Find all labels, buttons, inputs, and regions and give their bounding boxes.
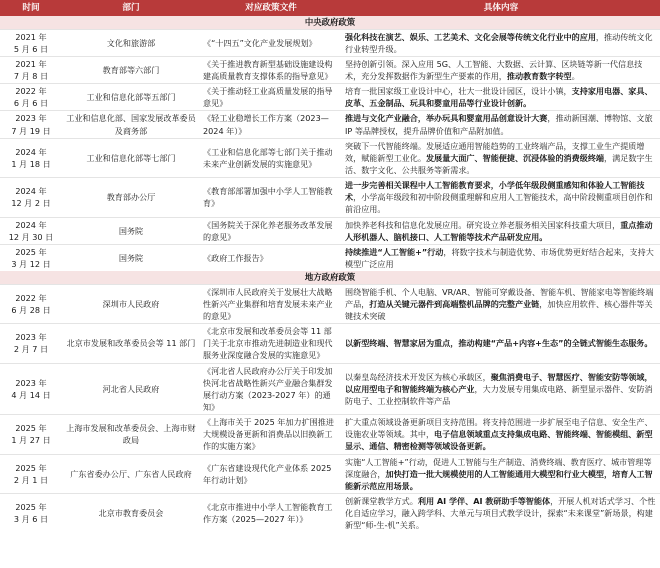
cell-dept: 教育部等六部门 — [62, 56, 200, 83]
table-row — [0, 56, 660, 83]
content-highlight: 打造从关键元器件到高端整机品牌的完整产业链 — [369, 298, 540, 309]
cell-dept: 河北省人民政府 — [62, 363, 200, 415]
cell-dept: 国务院 — [62, 244, 200, 271]
content-highlight: 以新型终端、智慧家居为重点，推动构建“产品+内容+生态”的全链式智能生态服务。 — [345, 338, 653, 349]
table-row — [0, 284, 660, 323]
cell-content: 推进与文化产业融合，举办玩具和婴童用品创意设计大赛，推动新国潮、博物馆、文旅 IP 等品牌授权，提升品牌价值和产品附加值。 — [342, 111, 660, 138]
table-row — [0, 494, 660, 533]
content-highlight: 持续推进“人工智能+”行动 — [345, 246, 444, 257]
cell-policy: 《上海市关于 2025 年加力扩围推进大规模设备更新和消费品以旧换新工作的实施方案》 — [200, 415, 342, 454]
table-row — [0, 217, 660, 244]
cell-dept: 工业和信息化部等七部门 — [62, 138, 200, 177]
header-policy: 对应政策文件 — [200, 0, 342, 16]
cell-time: 2024 年 1 月 18 日 — [0, 138, 62, 177]
cell-dept: 北京市发展和改革委员会等 11 部门 — [62, 324, 200, 363]
content-highlight: 电子信息领域重点支持集成电路、智能终端、智能模组、新型显示、通信、精密检测等领域设备更新。 — [345, 429, 653, 452]
table-row — [0, 111, 660, 138]
cell-time: 2021 年 7 月 8 日 — [0, 56, 62, 83]
cell-content: 扩大重点领域设备更新项目支持范围。将支持范围进一步扩展至电子信息、安全生产、设施农业等领域。其中，电子信息领域重点支持集成电路、智能终端、智能模组、新型显示、通信、精密检测等领域设备更新。 — [342, 415, 660, 454]
content-highlight: 重点推动人形机器人、脑机接口、人工智能等技术产品研发应用。 — [345, 219, 653, 242]
table-row — [0, 29, 660, 56]
section-header — [0, 271, 660, 284]
cell-content: 创新课堂教学方式。利用 AI 学伴、AI 教研助手等智能体，开展人机对话式学习、个性化自适应学习，融入跨学科、大单元与项目式教学设计，探索“未来课堂”新场景，构建新型“师-生-机”关系。 — [342, 494, 660, 533]
cell-policy: 《国务院关于深化养老服务改革发展的意见》 — [200, 217, 342, 244]
cell-time: 2023 年 7 月 19 日 — [0, 111, 62, 138]
cell-time: 2023 年 4 月 14 日 — [0, 363, 62, 415]
cell-policy: 《教育部部署加强中小学人工智能教育》 — [200, 178, 342, 217]
cell-content: 实施“人工智能+”行动，促进人工智能与生产制造、消费终端、教育医疗、城市管理等深度融合，加快打造一批大规模使用的人工智能通用大模型和行业大模型，培育人工智能新示范应用场景。 — [342, 454, 660, 493]
cell-dept: 北京市教育委员会 — [62, 494, 200, 533]
cell-policy: 《河北省人民政府办公厅关于印发加快河北省战略性新兴产业融合集群发展行动方案（2023-2027 年）的通知》 — [200, 363, 342, 415]
table-row — [0, 178, 660, 217]
table-row — [0, 324, 660, 363]
content-highlight: 推进与文化产业融合，举办玩具和婴童用品创意设计大赛 — [345, 113, 548, 124]
cell-policy: 《深圳市人民政府关于发展壮大战略性新兴产业集群和培育发展未来产业的意见》 — [200, 284, 342, 323]
cell-time: 2021 年 5 月 6 日 — [0, 29, 62, 56]
header-time: 时间 — [0, 0, 62, 16]
cell-policy: 《北京市推进中小学人工智能教育工作方案（2025—2027 年）》 — [200, 494, 342, 533]
table-row — [0, 84, 660, 111]
cell-dept: 文化和旅游部 — [62, 29, 200, 56]
content-highlight: 利用 AI 学伴、AI 教研助手等智能体 — [417, 496, 551, 506]
cell-dept: 上海市发展和改革委员会、上海市财政局 — [62, 415, 200, 454]
cell-policy: 《政府工作报告》 — [200, 244, 342, 271]
table-row — [0, 363, 660, 415]
cell-content: 突破下一代智能终端。发展适应通用智能趋势的工业终端产品，支撑工业生产提质增效，赋能新型工业化。发展量大面广、智能便捷、沉浸体验的消费级终端，满足数字生活、数字文化、公共服务等新需求。 — [342, 138, 660, 177]
table-header — [0, 0, 660, 16]
cell-dept: 工业和信息化部等五部门 — [62, 84, 200, 111]
cell-content — [342, 324, 660, 363]
cell-policy: 《北京市发展和改革委员会等 11 部门关于北京市推动先进制造业和现代服务业深度融合发展的实施意见》 — [200, 324, 342, 363]
content-highlight: 支持家用电器、家具、皮革、五金制品、玩具和婴童用品等行业设计创新。 — [345, 86, 653, 109]
content-highlight: 进一步完善相关课程中人工智能教育要求，小学低年级段侧重感知和体验人工智能技术 — [345, 180, 645, 203]
cell-dept: 深圳市人民政府 — [62, 284, 200, 323]
cell-time: 2025 年 2 月 1 日 — [0, 454, 62, 493]
header-dept: 部门 — [62, 0, 200, 16]
cell-content: 围绕智能手机、个人电脑、VR/AR、智能可穿戴设备、智能车机、智能家电等智能终端产品，打造从关键元器件到高端整机品牌的完整产业链，加快应用软件、核心器件等关键技术突破 — [342, 284, 660, 323]
cell-policy: 《工业和信息化部等七部门关于推动未来产业创新发展的实施意见》 — [200, 138, 342, 177]
content-highlight: 推动教育数字转型 — [506, 71, 572, 82]
section-title: 中央政府政策 — [0, 16, 660, 29]
table-body — [0, 16, 660, 532]
cell-content: 加快养老科技和信息化发展应用。研究设立养老服务相关国家科技重大项目，重点推动人形机器人、脑机接口、人工智能等技术产品研发应用。 — [342, 217, 660, 244]
content-highlight: 发展量大面广、智能便捷、沉浸体验的消费级终端 — [425, 152, 605, 163]
cell-content: 坚持创新引领。深入应用 5G、人工智能、大数据、云计算、区块链等新一代信息技术，充分发挥数据作为新型生产要素的作用，推动教育数字转型。 — [342, 56, 660, 83]
cell-policy: 《关于推进教育新型基础设施建设构建高质量教育支撑体系的指导意见》 — [200, 56, 342, 83]
table-row — [0, 244, 660, 271]
section-header — [0, 16, 660, 29]
cell-content: 强化科技在演艺、娱乐、工艺美术、文化会展等传统文化行业中的应用，推动传统文化行业转型升级。 — [342, 29, 660, 56]
cell-content: 持续推进“人工智能+”行动，将数字技术与制造优势、市场优势更好结合起来，支持大模型广泛应用 — [342, 244, 660, 271]
cell-policy: 《关于推动轻工业高质量发展的指导意见》 — [200, 84, 342, 111]
cell-dept: 广东省委办公厅、广东省人民政府 — [62, 454, 200, 493]
section-title: 地方政府政策 — [0, 271, 660, 284]
cell-dept: 国务院 — [62, 217, 200, 244]
cell-time: 2024 年 12 月 30 日 — [0, 217, 62, 244]
table-row — [0, 138, 660, 177]
cell-dept: 工业和信息化部、国家发展改革委员及商务部 — [62, 111, 200, 138]
cell-time: 2025 年 3 月 12 日 — [0, 244, 62, 271]
cell-time: 2022 年 6 月 6 日 — [0, 84, 62, 111]
cell-time: 2024 年 12 月 2 日 — [0, 178, 62, 217]
content-highlight: 强化科技在演艺、娱乐、工艺美术、文化会展等传统文化行业中的应用 — [345, 31, 596, 42]
cell-time: 2025 年 3 月 6 日 — [0, 494, 62, 533]
cell-time: 2023 年 2 月 7 日 — [0, 324, 62, 363]
cell-dept: 教育部办公厅 — [62, 178, 200, 217]
content-highlight: 聚焦消费电子、智慧医疗、智能安防等领域，以应用型电子和智能终端为核心产业 — [345, 371, 653, 394]
cell-time: 2022 年 6 月 28 日 — [0, 284, 62, 323]
content-highlight: 加快打造一批大规模使用的人工智能通用大模型和行业大模型，培育人工智能新示范应用场景。 — [345, 468, 653, 491]
cell-policy: 《广东省建设现代化产业体系 2025 年行动计划》 — [200, 454, 342, 493]
cell-content: 进一步完善相关课程中人工智能教育要求，小学低年级段侧重感知和体验人工智能技术，小学高年级段和初中阶段侧重理解和应用人工智能技术，高中阶段侧重项目创作和前沿应用。 — [342, 178, 660, 217]
cell-time: 2025 年 1 月 27 日 — [0, 415, 62, 454]
cell-policy: 《轻工业稳增长工作方案（2023—2024 年）》 — [200, 111, 342, 138]
cell-policy: 《“十四五”文化产业发展规划》 — [200, 29, 342, 56]
cell-content: 培育一批国家级工业设计中心，壮大一批设计园区，设计小镇，支持家用电器、家具、皮革、五金制品、玩具和婴童用品等行业设计创新。 — [342, 84, 660, 111]
cell-content: 以秦皇岛经济技术开发区为核心承载区，聚焦消费电子、智慧医疗、智能安防等领域，以应用型电子和智能终端为核心产业，大力发展专用集成电路、新型显示器件、安防消防电子、工业控制软件等产品 — [342, 363, 660, 415]
table-row — [0, 415, 660, 454]
table-row — [0, 454, 660, 493]
header-content: 具体内容 — [342, 0, 660, 16]
